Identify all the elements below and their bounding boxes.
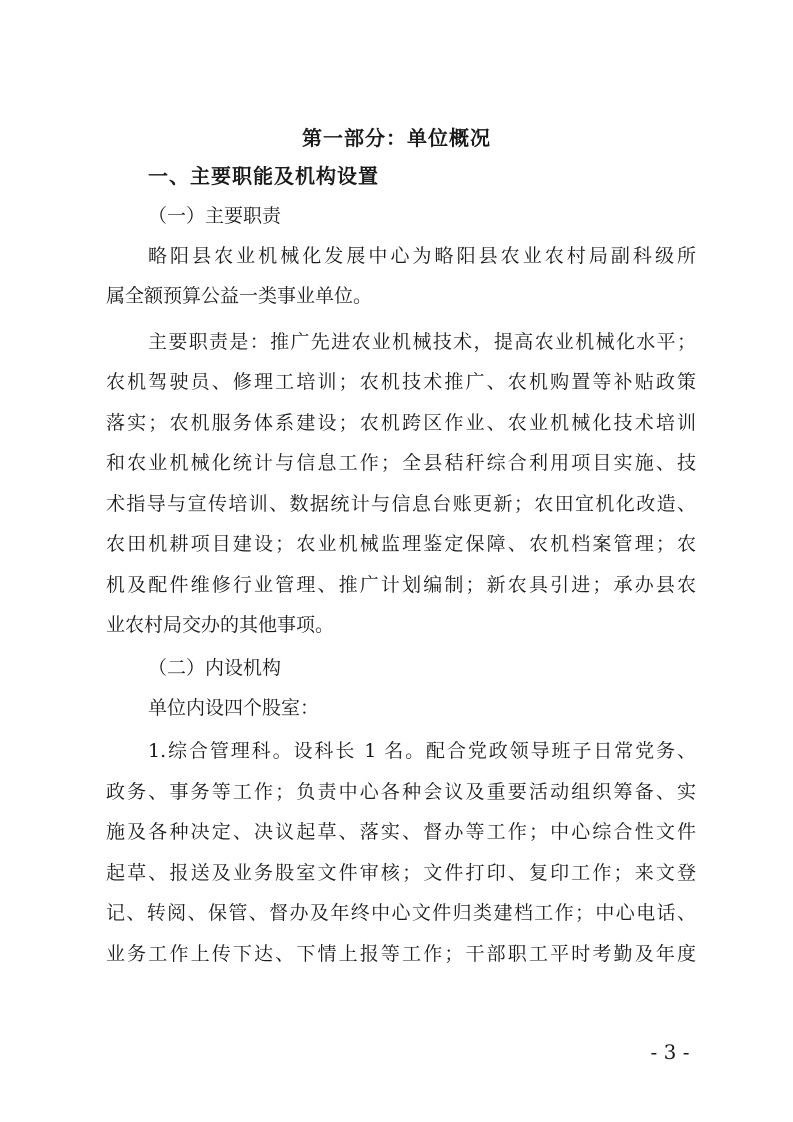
duties-line: 术指导与宣传培训、数据统计与信息台账更新；农田宜机化改造、 — [106, 493, 696, 515]
duties-line: 业农村局交办的其他事项。 — [106, 614, 335, 636]
org-intro: 单位内设四个股室： — [148, 697, 320, 719]
section-heading: 一、主要职能及机构设置 — [148, 164, 379, 188]
item1-line: 起草、报送及业务股室文件审核；文件打印、复印工作；来文登 — [106, 862, 696, 884]
intro-line: 略阳县农业机械化发展中心为略阳县农业农村局副科级所 — [148, 245, 696, 267]
duties-line: 农田机耕项目建设；农业机械监理鉴定保障、农机档案管理；农 — [106, 533, 696, 555]
duties-line: 机及配件维修行业管理、推广计划编制；新农具引进；承办县农 — [106, 574, 696, 596]
part-title: 第一部分：单位概况 — [302, 126, 491, 150]
item1-line: 业务工作上传下达、下情上报等工作；干部职工平时考勤及年度 — [106, 943, 696, 965]
item1-line: 1.综合管理科。设科长 1 名。配合党政领导班子日常党务、 — [148, 740, 696, 762]
item1-line: 记、转阅、保管、督办及年终中心文件归类建档工作；中心电话、 — [106, 902, 696, 924]
page-number: - 3 - — [650, 1040, 690, 1064]
subsection-duties-heading: （一）主要职责 — [148, 205, 282, 227]
duties-line: 和农业机械化统计与信息工作；全县秸秆综合利用项目实施、技 — [106, 452, 696, 474]
duties-line: 落实；农机服务体系建设；农机跨区作业、农业机械化技术培训 — [106, 412, 696, 434]
intro-line: 属全额预算公益一类事业单位。 — [106, 285, 373, 307]
item1-line: 施及各种决定、决议起草、落实、督办等工作；中心综合性文件 — [106, 821, 696, 843]
subsection-org-heading: （二）内设机构 — [148, 657, 282, 679]
duties-line: 农机驾驶员、修理工培训；农机技术推广、农机购置等补贴政策 — [106, 371, 696, 393]
duties-line: 主要职责是：推广先进农业机械技术，提高农业机械化水平； — [148, 331, 696, 353]
item1-line: 政务、事务等工作；负责中心各种会议及重要活动组织筹备、实 — [106, 781, 696, 803]
